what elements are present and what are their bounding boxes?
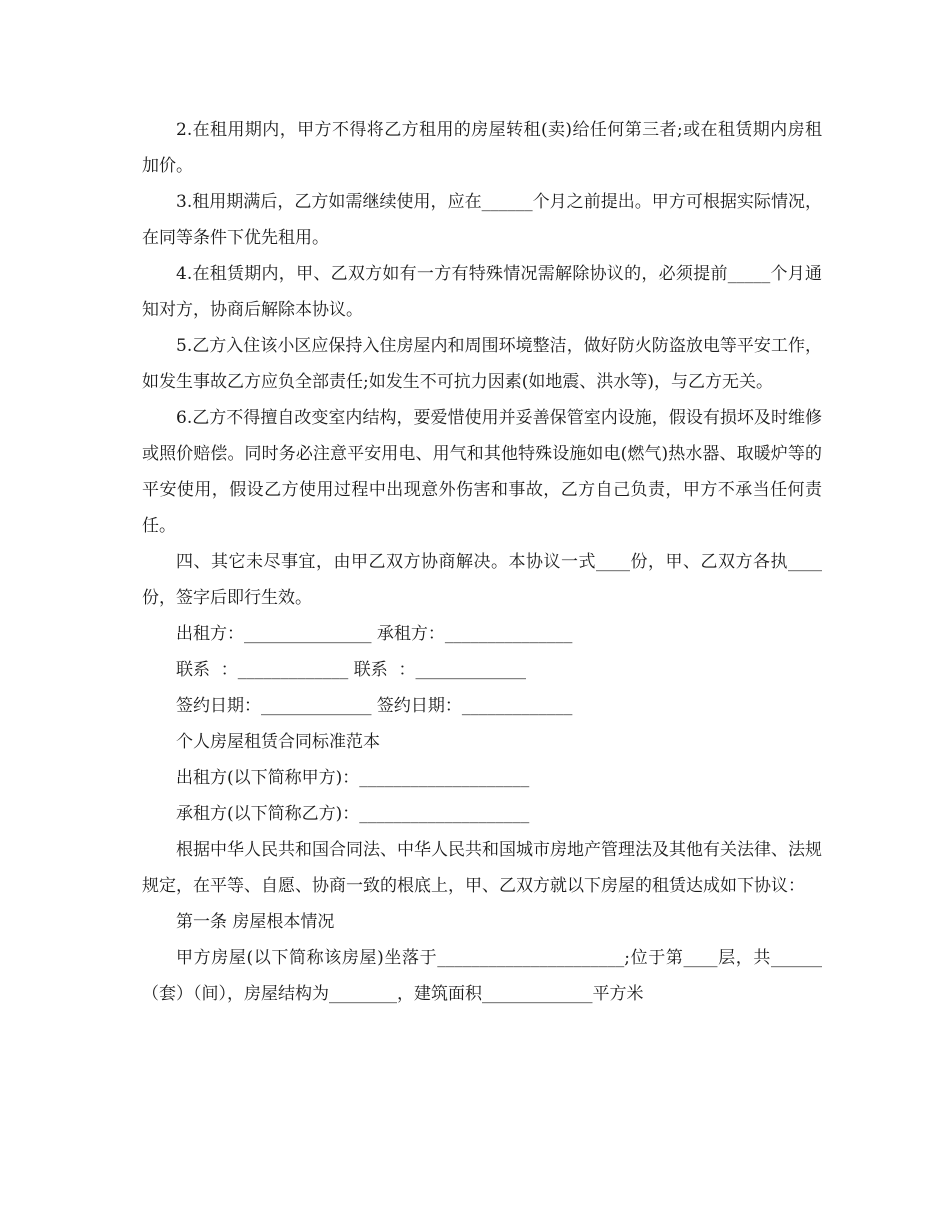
article-1-paragraph: 甲方房屋(以下简称该房屋)坐落于______________________;位于第____层，共______（套）（间），房屋结构为________，建筑面积_____________平方米 [142,948,822,1004]
signature-parties-line: 出租方：_______________ 承租方：_______________ [176,624,573,644]
signature-contact-line: 联系 ：_____________ 联系 ：_____________ [176,660,527,680]
contract-title: 个人房屋租赁合同标准范本 [176,732,380,752]
lessor-line: 出租方(以下简称甲方)：____________________ [176,768,530,788]
clause-6-paragraph: 6.乙方不得擅自改变室内结构，要爱惜使用并妥善保管室内设施，假设有损坏及时维修或照价赔偿。同时务必注意平安用电、用气和其他特殊设施如电(燃气)热水器、取暖炉等的平安使用，假设乙方使用过程中出现意外伤害和事故，乙方自己负责，甲方不承当任何责任。 [142,408,822,536]
clause-5-paragraph: 5.乙方入住该小区应保持入住房屋内和周围环境整洁，做好防火防盗放电等平安工作，如发生事故乙方应负全部责任;如发生不可抗力因素(如地震、洪水等)，与乙方无关。 [142,336,822,392]
clause-4-paragraph: 4.在租赁期内，甲、乙双方如有一方有特殊情况需解除协议的，必须提前_____个月通知对方，协商后解除本协议。 [142,264,822,320]
lessee-line: 承租方(以下简称乙方)：____________________ [176,804,530,824]
intro-paragraph: 根据中华人民共和国合同法、中华人民共和国城市房地产管理法及其他有关法律、法规规定，在平等、自愿、协商一致的根底上，甲、乙双方就以下房屋的租赁达成如下协议： [142,840,822,896]
signature-date-line: 签约日期：_____________ 签约日期：_____________ [176,696,573,716]
clause-3-paragraph: 3.租用期满后，乙方如需继续使用，应在______个月之前提出。甲方可根据实际情况，在同等条件下优先租用。 [142,192,822,248]
clause-2-paragraph: 2.在租用期内，甲方不得将乙方租用的房屋转租(卖)给任何第三者;或在租赁期内房租加价。 [142,120,822,176]
article-1-title: 第一条 房屋根本情况 [176,912,335,932]
document-page [142,112,822,1012]
other-matters-paragraph: 四、其它未尽事宜，由甲乙双方协商解决。本协议一式____份，甲、乙双方各执____份，签字后即行生效。 [142,552,822,608]
